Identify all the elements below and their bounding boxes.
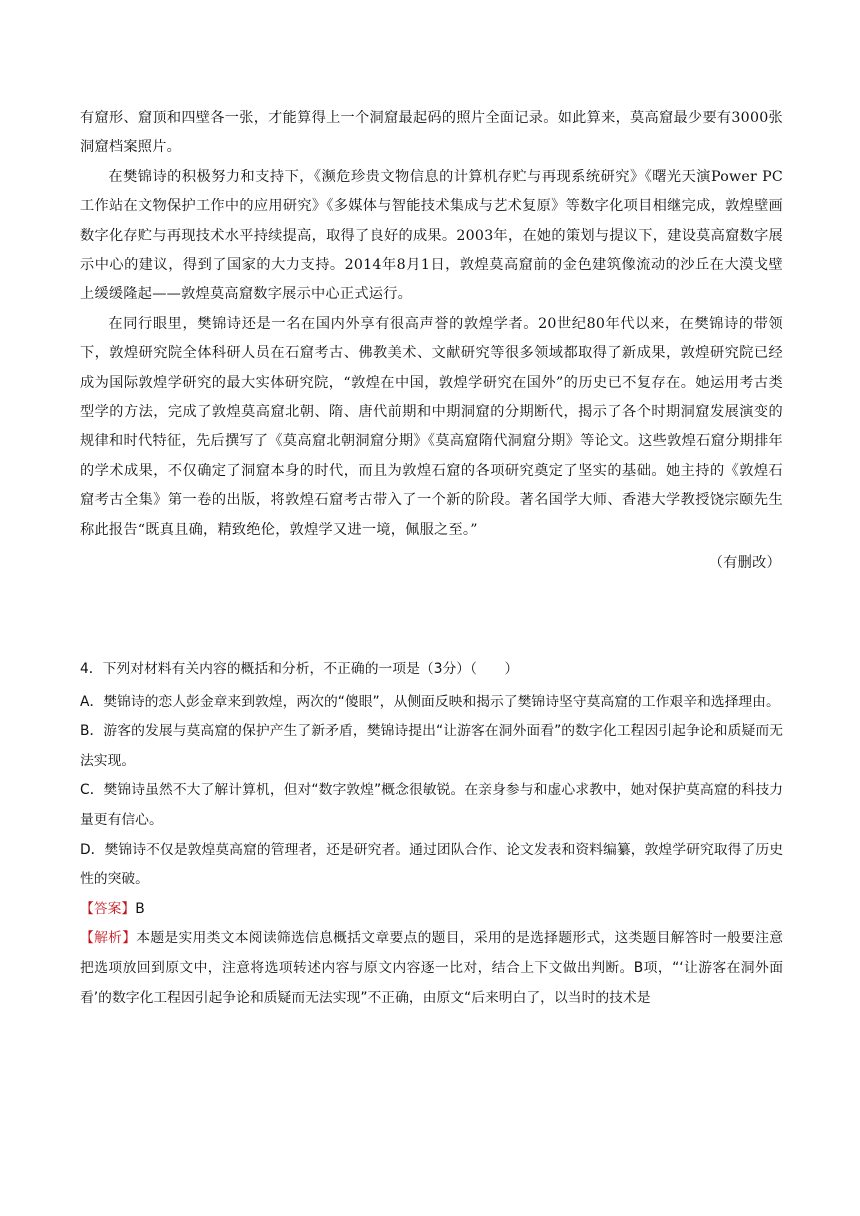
- question-section: [80, 655, 783, 1013]
- option-b: B．游客的发展与莫高窟的保护产生了新矛盾，樊锦诗提出“让游客在洞外面看”的数字化工程因引起争论和质疑而无法实现。: [80, 723, 783, 769]
- question-stem: 4．下列对材料有关内容的概括和分析，不正确的一项是（3分）（ ）: [80, 661, 519, 677]
- answer-tag: 【答案】: [80, 900, 136, 917]
- analysis-tag: 【解析】: [80, 930, 137, 947]
- article-body: [80, 104, 783, 579]
- analysis-text: 本题是实用类文本阅读筛选信息概括文章要点的题目，采用的是选择题形式，这类题目解答时一般要注意把选项放回到原文中，注意将选项转述内容与原文内容逐一比对，结合上下文做出判断。B项，“‘让游客在洞外面看’的数字化工程因引起争论和质疑而无法实现”不正确，由原文“后来明白了，以当时的技术是: [80, 930, 784, 1006]
- article-paragraph-1: 有窟形、窟顶和四壁各一张，才能算得上一个洞窟最起码的照片全面记录。如此算来，莫高窟最少要有3000张洞窟档案照片。: [80, 110, 783, 156]
- analysis-paragraph: [80, 924, 783, 1013]
- article-paragraph-2: 在樊锦诗的积极努力和支持下，《濒危珍贵文物信息的计算机存贮与再现系统研究》《曙光天演Power PC工作站在文物保护工作中的应用研究》《多媒体与智能技术集成与艺术复原》等数字化项目相继完成，敦煌壁画数字化存贮与再现技术水平持续提高，取得了良好的成果。2003年，在她的策划与提议下，建设莫高窟数字展示中心的建议，得到了国家的大力支持。2014年8月1日，敦煌莫高窟前的金色建筑像流动的沙丘在大漠戈壁上缓缓隆起——敦煌莫高窟数字展示中心正式运行。: [80, 168, 783, 303]
- source-note: （有删改）: [708, 555, 781, 572]
- article-paragraph-3: 在同行眼里，樊锦诗还是一名在国内外享有很高声誉的敦煌学者。20世纪80年代以来，在樊锦诗的带领下，敦煌研究院全体科研人员在石窟考古、佛教美术、文献研究等很多领域都取得了新成果，敦煌研究院已经成为国际敦煌学研究的最大实体研究院，“敦煌在中国，敦煌学研究在国外”的历史已不复存在。她运用考古类型学的方法，完成了敦煌莫高窟北朝、隋、唐代前期和中期洞窟的分期断代，揭示了各个时期洞窟发展演变的规律和时代特征，先后撰写了《莫高窟北朝洞窟分期》《莫高窟隋代洞窟分期》等论文。这些敦煌石窟分期排年的学术成果，不仅确定了洞窟本身的时代，而且为敦煌石窟的各项研究奠定了坚实的基础。她主持的《敦煌石窟考古全集》第一卷的出版，将敦煌石窟考古带入了一个新的阶段。著名国学大师、香港大学教授饶宗颐先生称此报告“既真且确，精致绝伦，敦煌学又进一境，佩服之至。”: [80, 315, 783, 538]
- option-a: A．樊锦诗的恋人彭金章来到敦煌，两次的“傻眼”，从侧面反映和揭示了樊锦诗坚守莫高窟的工作艰辛和选择理由。: [80, 693, 780, 710]
- option-d: D．樊锦诗不仅是敦煌莫高窟的管理者，还是研究者。通过团队合作、论文发表和资料编纂，敦煌学研究取得了历史性的突破。: [80, 841, 783, 888]
- answer-line: [80, 895, 783, 925]
- answer-value: B: [135, 900, 145, 917]
- option-c: C．樊锦诗虽然不大了解计算机，但对“数字敦煌”概念很敏锐。在亲身参与和虚心求教中，她对保护莫高窟的科技力量更有信心。: [80, 782, 783, 828]
